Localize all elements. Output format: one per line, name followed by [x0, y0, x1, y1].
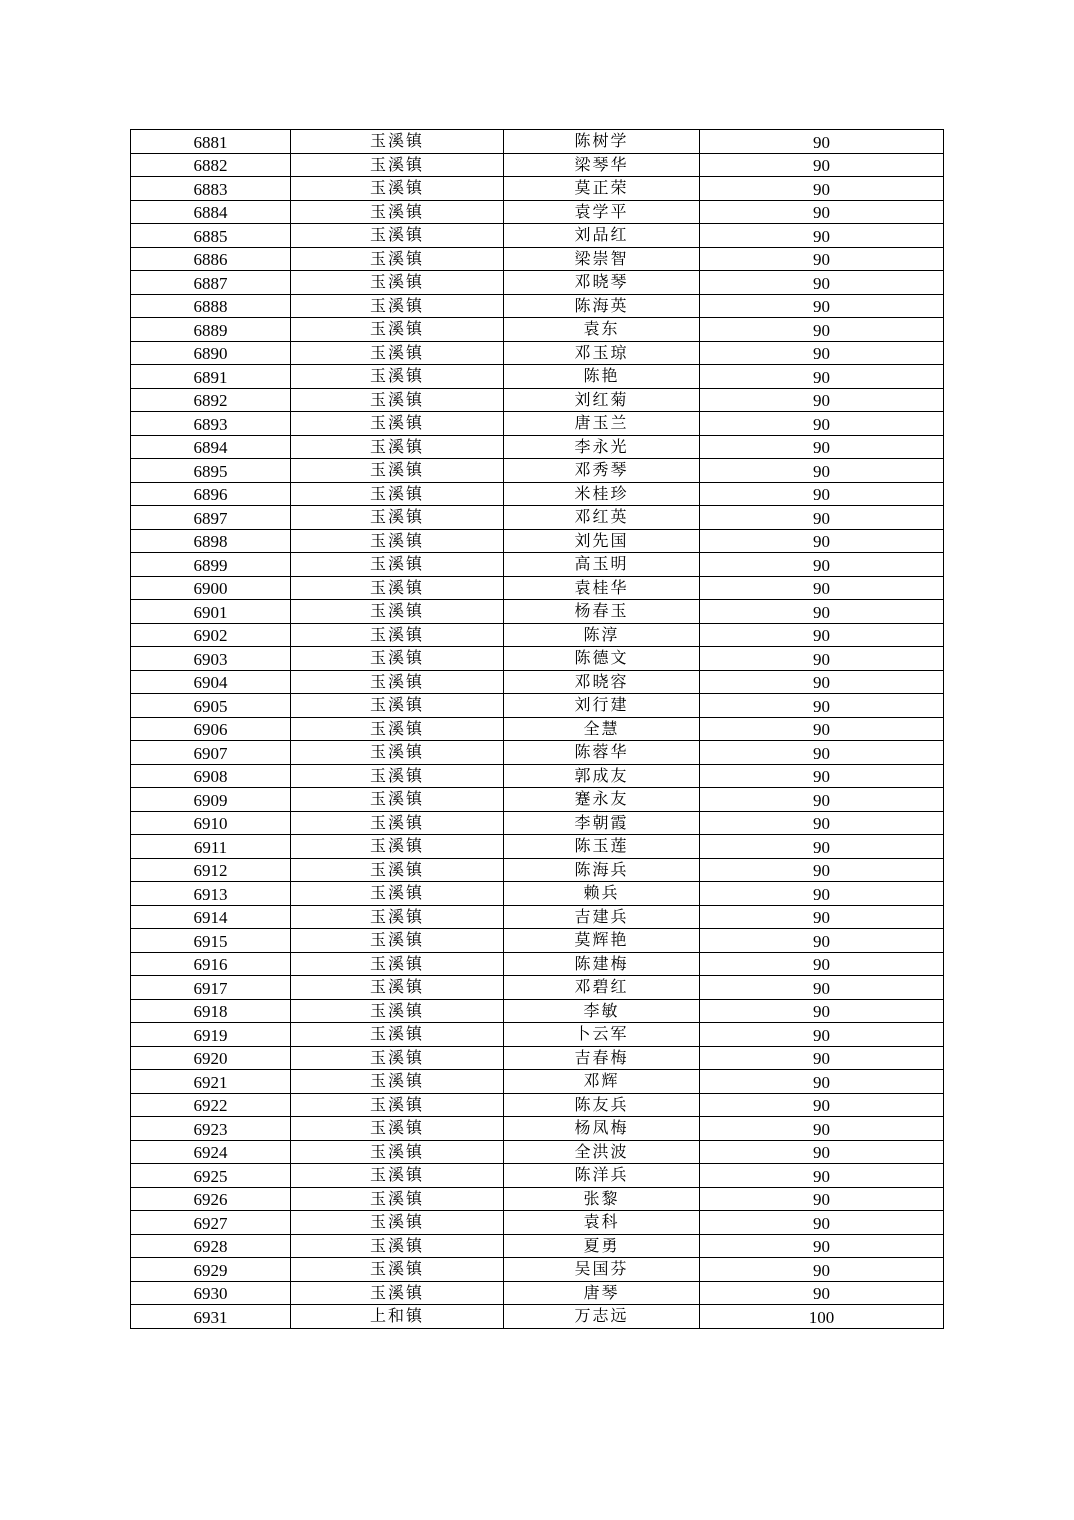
town-cell: 玉溪镇 — [291, 647, 504, 671]
amount-cell: 90 — [700, 600, 944, 624]
table-row — [131, 670, 944, 694]
name-cell: 蹇永友 — [504, 788, 700, 812]
name-cell: 莫正荣 — [504, 177, 700, 201]
name-cell: 李敏 — [504, 999, 700, 1023]
name-cell: 高玉明 — [504, 553, 700, 577]
row-number-cell: 6890 — [131, 341, 291, 365]
amount-cell: 90 — [700, 1187, 944, 1211]
table-row — [131, 1117, 944, 1141]
town-cell: 玉溪镇 — [291, 1070, 504, 1094]
amount-cell: 90 — [700, 858, 944, 882]
town-cell: 玉溪镇 — [291, 835, 504, 859]
town-cell: 玉溪镇 — [291, 576, 504, 600]
name-cell: 梁崇智 — [504, 247, 700, 271]
table-row — [131, 271, 944, 295]
name-cell: 吴国芬 — [504, 1258, 700, 1282]
name-cell: 邓碧红 — [504, 976, 700, 1000]
name-cell: 陈淳 — [504, 623, 700, 647]
amount-cell: 90 — [700, 1140, 944, 1164]
name-cell: 邓玉琼 — [504, 341, 700, 365]
name-cell: 杨凤梅 — [504, 1117, 700, 1141]
row-number-cell: 6903 — [131, 647, 291, 671]
town-cell: 玉溪镇 — [291, 717, 504, 741]
table-row — [131, 1046, 944, 1070]
amount-cell: 90 — [700, 670, 944, 694]
amount-cell: 90 — [700, 1164, 944, 1188]
town-cell: 玉溪镇 — [291, 999, 504, 1023]
name-cell: 袁科 — [504, 1211, 700, 1235]
table-row — [131, 341, 944, 365]
table-row — [131, 224, 944, 248]
town-cell: 玉溪镇 — [291, 365, 504, 389]
row-number-cell: 6883 — [131, 177, 291, 201]
town-cell: 玉溪镇 — [291, 694, 504, 718]
row-number-cell: 6897 — [131, 506, 291, 530]
table-row — [131, 1281, 944, 1305]
row-number-cell: 6913 — [131, 882, 291, 906]
roster-body — [131, 130, 944, 1329]
name-cell: 刘行建 — [504, 694, 700, 718]
name-cell: 李永光 — [504, 435, 700, 459]
town-cell: 玉溪镇 — [291, 506, 504, 530]
table-row — [131, 717, 944, 741]
row-number-cell: 6901 — [131, 600, 291, 624]
amount-cell: 90 — [700, 388, 944, 412]
amount-cell: 90 — [700, 835, 944, 859]
name-cell: 刘先国 — [504, 529, 700, 553]
amount-cell: 90 — [700, 1093, 944, 1117]
name-cell: 杨春玉 — [504, 600, 700, 624]
amount-cell: 90 — [700, 553, 944, 577]
row-number-cell: 6910 — [131, 811, 291, 835]
name-cell: 唐玉兰 — [504, 412, 700, 436]
town-cell: 玉溪镇 — [291, 341, 504, 365]
name-cell: 邓晓琴 — [504, 271, 700, 295]
amount-cell: 90 — [700, 341, 944, 365]
row-number-cell: 6888 — [131, 294, 291, 318]
amount-cell: 90 — [700, 271, 944, 295]
table-row — [131, 529, 944, 553]
name-cell: 李朝霞 — [504, 811, 700, 835]
row-number-cell: 6931 — [131, 1305, 291, 1329]
row-number-cell: 6924 — [131, 1140, 291, 1164]
amount-cell: 90 — [700, 788, 944, 812]
table-row — [131, 788, 944, 812]
amount-cell: 90 — [700, 459, 944, 483]
table-row — [131, 1140, 944, 1164]
table-row — [131, 412, 944, 436]
table-row — [131, 764, 944, 788]
name-cell: 陈友兵 — [504, 1093, 700, 1117]
table-row — [131, 294, 944, 318]
name-cell: 梁琴华 — [504, 153, 700, 177]
amount-cell: 90 — [700, 482, 944, 506]
town-cell: 玉溪镇 — [291, 177, 504, 201]
table-row — [131, 905, 944, 929]
amount-cell: 90 — [700, 506, 944, 530]
table-row — [131, 1187, 944, 1211]
table-row — [131, 1023, 944, 1047]
name-cell: 陈树学 — [504, 130, 700, 154]
table-row — [131, 858, 944, 882]
amount-cell: 90 — [700, 247, 944, 271]
town-cell: 玉溪镇 — [291, 1046, 504, 1070]
table-row — [131, 1211, 944, 1235]
amount-cell: 90 — [700, 1117, 944, 1141]
row-number-cell: 6916 — [131, 952, 291, 976]
town-cell: 玉溪镇 — [291, 1093, 504, 1117]
row-number-cell: 6914 — [131, 905, 291, 929]
town-cell: 玉溪镇 — [291, 1281, 504, 1305]
row-number-cell: 6893 — [131, 412, 291, 436]
amount-cell: 90 — [700, 976, 944, 1000]
town-cell: 玉溪镇 — [291, 976, 504, 1000]
row-number-cell: 6899 — [131, 553, 291, 577]
row-number-cell: 6891 — [131, 365, 291, 389]
town-cell: 玉溪镇 — [291, 247, 504, 271]
row-number-cell: 6889 — [131, 318, 291, 342]
row-number-cell: 6918 — [131, 999, 291, 1023]
amount-cell: 90 — [700, 764, 944, 788]
row-number-cell: 6927 — [131, 1211, 291, 1235]
row-number-cell: 6895 — [131, 459, 291, 483]
town-cell: 玉溪镇 — [291, 459, 504, 483]
name-cell: 唐琴 — [504, 1281, 700, 1305]
town-cell: 玉溪镇 — [291, 788, 504, 812]
town-cell: 玉溪镇 — [291, 1187, 504, 1211]
row-number-cell: 6892 — [131, 388, 291, 412]
town-cell: 玉溪镇 — [291, 1023, 504, 1047]
amount-cell: 90 — [700, 130, 944, 154]
town-cell: 玉溪镇 — [291, 1140, 504, 1164]
table-row — [131, 999, 944, 1023]
name-cell: 全慧 — [504, 717, 700, 741]
row-number-cell: 6887 — [131, 271, 291, 295]
roster-table — [130, 129, 944, 1329]
row-number-cell: 6917 — [131, 976, 291, 1000]
town-cell: 玉溪镇 — [291, 1211, 504, 1235]
town-cell: 玉溪镇 — [291, 318, 504, 342]
amount-cell: 90 — [700, 365, 944, 389]
table-row — [131, 1070, 944, 1094]
town-cell: 玉溪镇 — [291, 271, 504, 295]
row-number-cell: 6906 — [131, 717, 291, 741]
row-number-cell: 6919 — [131, 1023, 291, 1047]
town-cell: 玉溪镇 — [291, 600, 504, 624]
town-cell: 上和镇 — [291, 1305, 504, 1329]
name-cell: 袁学平 — [504, 200, 700, 224]
table-row — [131, 952, 944, 976]
row-number-cell: 6930 — [131, 1281, 291, 1305]
name-cell: 邓辉 — [504, 1070, 700, 1094]
amount-cell: 90 — [700, 1234, 944, 1258]
town-cell: 玉溪镇 — [291, 905, 504, 929]
name-cell: 郭成友 — [504, 764, 700, 788]
town-cell: 玉溪镇 — [291, 929, 504, 953]
amount-cell: 90 — [700, 717, 944, 741]
name-cell: 卜云军 — [504, 1023, 700, 1047]
name-cell: 邓秀琴 — [504, 459, 700, 483]
table-row — [131, 929, 944, 953]
amount-cell: 90 — [700, 435, 944, 459]
name-cell: 邓红英 — [504, 506, 700, 530]
table-row — [131, 1258, 944, 1282]
row-number-cell: 6902 — [131, 623, 291, 647]
town-cell: 玉溪镇 — [291, 388, 504, 412]
name-cell: 全洪波 — [504, 1140, 700, 1164]
amount-cell: 90 — [700, 318, 944, 342]
amount-cell: 90 — [700, 1023, 944, 1047]
table-row — [131, 388, 944, 412]
town-cell: 玉溪镇 — [291, 294, 504, 318]
row-number-cell: 6920 — [131, 1046, 291, 1070]
row-number-cell: 6905 — [131, 694, 291, 718]
name-cell: 邓晓容 — [504, 670, 700, 694]
amount-cell: 90 — [700, 224, 944, 248]
amount-cell: 90 — [700, 576, 944, 600]
amount-cell: 90 — [700, 811, 944, 835]
town-cell: 玉溪镇 — [291, 858, 504, 882]
amount-cell: 90 — [700, 647, 944, 671]
name-cell: 万志远 — [504, 1305, 700, 1329]
amount-cell: 90 — [700, 1070, 944, 1094]
row-number-cell: 6881 — [131, 130, 291, 154]
name-cell: 米桂珍 — [504, 482, 700, 506]
name-cell: 赖兵 — [504, 882, 700, 906]
table-row — [131, 576, 944, 600]
town-cell: 玉溪镇 — [291, 553, 504, 577]
name-cell: 刘红菊 — [504, 388, 700, 412]
table-row — [131, 435, 944, 459]
town-cell: 玉溪镇 — [291, 623, 504, 647]
amount-cell: 90 — [700, 294, 944, 318]
table-row — [131, 647, 944, 671]
amount-cell: 90 — [700, 929, 944, 953]
table-row — [131, 365, 944, 389]
table-row — [131, 623, 944, 647]
town-cell: 玉溪镇 — [291, 130, 504, 154]
name-cell: 袁桂华 — [504, 576, 700, 600]
name-cell: 袁东 — [504, 318, 700, 342]
row-number-cell: 6923 — [131, 1117, 291, 1141]
amount-cell: 90 — [700, 952, 944, 976]
row-number-cell: 6907 — [131, 741, 291, 765]
town-cell: 玉溪镇 — [291, 529, 504, 553]
name-cell: 陈建梅 — [504, 952, 700, 976]
amount-cell: 90 — [700, 694, 944, 718]
amount-cell: 90 — [700, 412, 944, 436]
row-number-cell: 6900 — [131, 576, 291, 600]
table-row — [131, 1305, 944, 1329]
name-cell: 陈蓉华 — [504, 741, 700, 765]
amount-cell: 100 — [700, 1305, 944, 1329]
table-row — [131, 976, 944, 1000]
row-number-cell: 6908 — [131, 764, 291, 788]
town-cell: 玉溪镇 — [291, 412, 504, 436]
row-number-cell: 6911 — [131, 835, 291, 859]
table-row — [131, 1093, 944, 1117]
town-cell: 玉溪镇 — [291, 435, 504, 459]
table-row — [131, 247, 944, 271]
amount-cell: 90 — [700, 529, 944, 553]
name-cell: 陈艳 — [504, 365, 700, 389]
town-cell: 玉溪镇 — [291, 224, 504, 248]
row-number-cell: 6912 — [131, 858, 291, 882]
amount-cell: 90 — [700, 1046, 944, 1070]
row-number-cell: 6925 — [131, 1164, 291, 1188]
town-cell: 玉溪镇 — [291, 952, 504, 976]
row-number-cell: 6928 — [131, 1234, 291, 1258]
name-cell: 陈海英 — [504, 294, 700, 318]
town-cell: 玉溪镇 — [291, 670, 504, 694]
town-cell: 玉溪镇 — [291, 200, 504, 224]
row-number-cell: 6904 — [131, 670, 291, 694]
table-row — [131, 200, 944, 224]
town-cell: 玉溪镇 — [291, 1117, 504, 1141]
amount-cell: 90 — [700, 623, 944, 647]
table-row — [131, 1164, 944, 1188]
row-number-cell: 6886 — [131, 247, 291, 271]
town-cell: 玉溪镇 — [291, 1164, 504, 1188]
table-row — [131, 811, 944, 835]
table-row — [131, 882, 944, 906]
table-row — [131, 553, 944, 577]
name-cell: 吉建兵 — [504, 905, 700, 929]
town-cell: 玉溪镇 — [291, 1234, 504, 1258]
town-cell: 玉溪镇 — [291, 153, 504, 177]
amount-cell: 90 — [700, 177, 944, 201]
amount-cell: 90 — [700, 999, 944, 1023]
row-number-cell: 6885 — [131, 224, 291, 248]
table-row — [131, 835, 944, 859]
row-number-cell: 6929 — [131, 1258, 291, 1282]
amount-cell: 90 — [700, 741, 944, 765]
table-row — [131, 694, 944, 718]
row-number-cell: 6926 — [131, 1187, 291, 1211]
amount-cell: 90 — [700, 200, 944, 224]
table-row — [131, 130, 944, 154]
row-number-cell: 6884 — [131, 200, 291, 224]
town-cell: 玉溪镇 — [291, 741, 504, 765]
row-number-cell: 6894 — [131, 435, 291, 459]
table-row — [131, 506, 944, 530]
row-number-cell: 6896 — [131, 482, 291, 506]
amount-cell: 90 — [700, 905, 944, 929]
amount-cell: 90 — [700, 153, 944, 177]
name-cell: 莫辉艳 — [504, 929, 700, 953]
town-cell: 玉溪镇 — [291, 811, 504, 835]
table-row — [131, 1234, 944, 1258]
name-cell: 陈海兵 — [504, 858, 700, 882]
town-cell: 玉溪镇 — [291, 764, 504, 788]
amount-cell: 90 — [700, 1211, 944, 1235]
name-cell: 吉春梅 — [504, 1046, 700, 1070]
name-cell: 夏勇 — [504, 1234, 700, 1258]
row-number-cell: 6909 — [131, 788, 291, 812]
name-cell: 刘品红 — [504, 224, 700, 248]
name-cell: 陈洋兵 — [504, 1164, 700, 1188]
table-row — [131, 318, 944, 342]
row-number-cell: 6921 — [131, 1070, 291, 1094]
row-number-cell: 6915 — [131, 929, 291, 953]
town-cell: 玉溪镇 — [291, 1258, 504, 1282]
table-row — [131, 741, 944, 765]
table-row — [131, 177, 944, 201]
table-row — [131, 482, 944, 506]
table-row — [131, 600, 944, 624]
row-number-cell: 6898 — [131, 529, 291, 553]
name-cell: 张黎 — [504, 1187, 700, 1211]
row-number-cell: 6922 — [131, 1093, 291, 1117]
table-row — [131, 153, 944, 177]
name-cell: 陈德文 — [504, 647, 700, 671]
town-cell: 玉溪镇 — [291, 482, 504, 506]
amount-cell: 90 — [700, 882, 944, 906]
amount-cell: 90 — [700, 1258, 944, 1282]
town-cell: 玉溪镇 — [291, 882, 504, 906]
name-cell: 陈玉莲 — [504, 835, 700, 859]
table-row — [131, 459, 944, 483]
amount-cell: 90 — [700, 1281, 944, 1305]
row-number-cell: 6882 — [131, 153, 291, 177]
